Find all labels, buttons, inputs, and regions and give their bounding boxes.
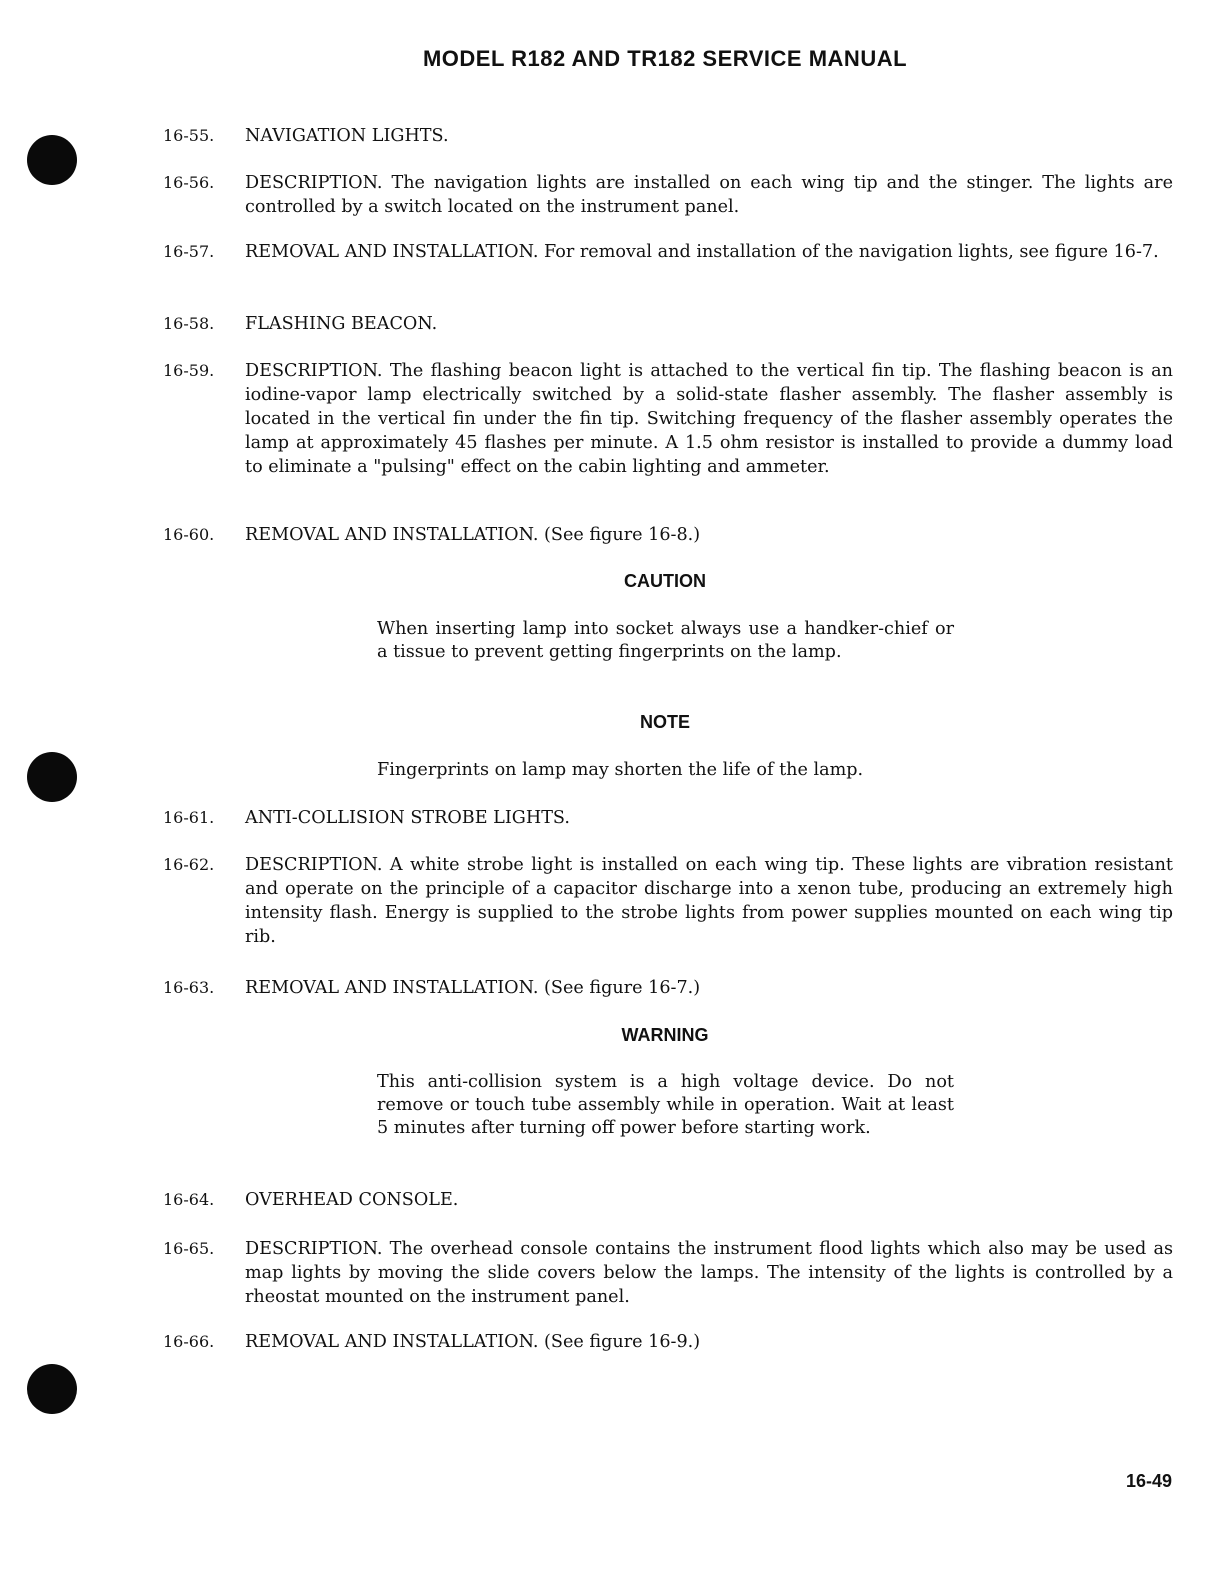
paragraph-number: 16-58. <box>163 314 215 333</box>
paragraph-text: OVERHEAD CONSOLE. <box>245 1190 459 1210</box>
note-text: Fingerprints on lamp may shorten the life of the lamp. <box>377 760 864 780</box>
paragraph-number: 16-60. <box>163 525 215 544</box>
paragraph-text: FLASHING BEACON. <box>245 314 438 334</box>
paragraph-text: DESCRIPTION. The navigation lights are installed on each wing tip and the stinger. The lights are controlled by a switch located on the instrument panel. <box>245 173 1173 217</box>
page-title: MODEL R182 AND TR182 SERVICE MANUAL <box>422 46 908 71</box>
paragraph-number: 16-61. <box>163 808 215 827</box>
paragraph-text: REMOVAL AND INSTALLATION. (See figure 16-8.) <box>245 525 701 545</box>
paragraph-16-65 <box>163 1237 1173 1309</box>
paragraph-text: ANTI-COLLISION STROBE LIGHTS. <box>245 808 570 828</box>
paragraph-number: 16-59. <box>163 361 215 380</box>
binder-hole-middle <box>27 752 77 802</box>
paragraph-number: 16-63. <box>163 978 215 997</box>
paragraph-16-56 <box>163 171 1173 219</box>
paragraph-16-58 <box>163 312 1173 336</box>
paragraph-16-55 <box>163 124 1173 148</box>
paragraph-16-63 <box>163 976 1173 1000</box>
binder-hole-top <box>27 135 77 185</box>
paragraph-text: NAVIGATION LIGHTS. <box>245 126 449 146</box>
paragraph-number: 16-56. <box>163 173 215 192</box>
paragraph-number: 16-65. <box>163 1239 215 1258</box>
paragraph-16-60 <box>163 523 1173 547</box>
paragraph-16-62 <box>163 853 1173 949</box>
paragraph-16-66 <box>163 1330 1173 1354</box>
paragraph-number: 16-66. <box>163 1332 215 1351</box>
paragraph-text: DESCRIPTION. A white strobe light is installed on each wing tip. These lights are vibration resistant and operate on the principle of a capacitor discharge into a xenon tube, producing an extremely high intensity flash. Energy is supplied to the strobe lights from power supplies mounted on each wing tip rib. <box>245 855 1173 947</box>
paragraph-16-59 <box>163 359 1173 479</box>
caution-label: CAUTION <box>624 571 706 591</box>
paragraph-number: 16-57. <box>163 242 215 261</box>
paragraph-16-57 <box>163 240 1173 264</box>
paragraph-text: DESCRIPTION. The overhead console contains the instrument flood lights which also may be used as map lights by moving the slide covers below the lamps. The intensity of the lights is controlled by a rheostat mounted on the instrument panel. <box>245 1239 1173 1307</box>
paragraph-16-64 <box>163 1188 1173 1212</box>
binder-hole-bottom <box>27 1364 77 1414</box>
paragraph-text: REMOVAL AND INSTALLATION. For removal and installation of the navigation lights, see figure 16-7. <box>245 242 1159 262</box>
note-label: NOTE <box>639 712 690 732</box>
caution-text: When inserting lamp into socket always use a handker-chief or a tissue to prevent getting fingerprints on the lamp. <box>377 619 954 662</box>
paragraph-number: 16-55. <box>163 126 215 145</box>
paragraph-text: DESCRIPTION. The flashing beacon light is attached to the vertical fin tip. The flashing beacon is an iodine-vapor lamp electrically switched by a solid-state flasher assembly. The flasher assembly is located in the vertical fin under the fin tip. Switching frequency of the flasher assembly operates the lamp at approximately 45 flashes per minute. A 1.5 ohm resistor is installed to provide a dummy load to eliminate a "pulsing" effect on the cabin lighting and ammeter. <box>245 361 1173 477</box>
warning-label: WARNING <box>621 1025 709 1045</box>
paragraph-number: 16-62. <box>163 855 215 874</box>
paragraph-16-61 <box>163 806 1173 830</box>
warning-text: This anti-collision system is a high voltage device. Do not remove or touch tube assembly while in operation. Wait at least 5 minutes after turning off power before starting work. <box>377 1072 954 1138</box>
page-number: 16-49 <box>1125 1471 1172 1491</box>
paragraph-text: REMOVAL AND INSTALLATION. (See figure 16-7.) <box>245 978 701 998</box>
paragraph-number: 16-64. <box>163 1190 215 1209</box>
paragraph-text: REMOVAL AND INSTALLATION. (See figure 16-9.) <box>245 1332 701 1352</box>
